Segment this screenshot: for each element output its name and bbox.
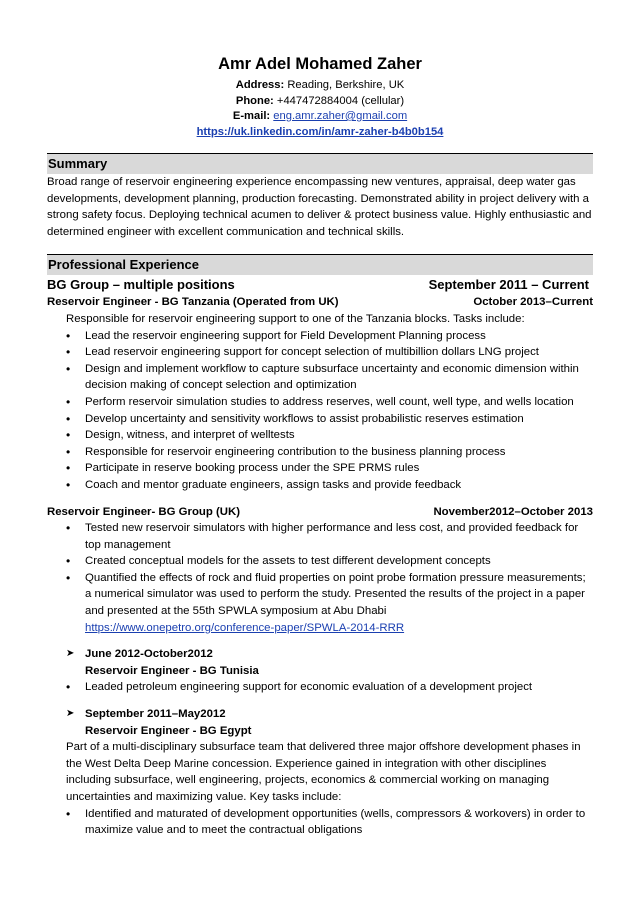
- email-line: [47, 109, 593, 125]
- role2-bullets: [47, 520, 593, 636]
- email-label: E-mail:: [232, 110, 271, 122]
- resume-page: [47, 52, 593, 839]
- list-item: • Design, witness, and interpret of welltests: [66, 427, 593, 444]
- list-item: • Perform reservoir simulation studies to address reserves, well count, well type, and wells location: [66, 394, 593, 411]
- role2-row: [47, 504, 593, 521]
- role3-dates: June 2012-October2012: [85, 648, 213, 661]
- list-item: • Leaded petroleum engineering support for economic evaluation of a development project: [66, 679, 593, 696]
- experience-heading: Professional Experience: [47, 254, 593, 275]
- role4-bullets: [47, 806, 593, 839]
- summary-text: Broad range of reservoir engineering experience encompassing new ventures, appraisal, deep water gas developments, development planning, production forecasting. Demonstrated ability in project delivery with a strong safety focus. Deploying technical acumen to deliver & protect business value. Highly enthusiastic and determined engineer with excellent communication and technical skills.: [47, 176, 592, 238]
- list-item-text: Quantified the effects of rock and fluid properties on point probe formation pressure measurements; a numerical simulator was used to perform the study. Presented the results of the project in a paper and presented at the 55th SPWLA symposium at Abu Dhabi: [85, 571, 586, 618]
- company-name: BG Group – multiple positions: [47, 277, 235, 293]
- list-item: [66, 570, 593, 636]
- role4-dates: September 2011–May2012: [85, 708, 226, 721]
- linkedin-line: [47, 125, 593, 141]
- phone-label: Phone:: [235, 94, 274, 107]
- linkedin-link[interactable]: https://uk.linkedin.com/in/amr-zaher-b4b0b154: [196, 125, 444, 138]
- role4-title: Reservoir Engineer - BG Egypt: [85, 724, 252, 737]
- role1-bullets: [47, 328, 593, 494]
- role4-dates-row: [47, 706, 593, 723]
- role1-intro: Responsible for reservoir engineering support to one of the Tanzania blocks. Tasks include:: [66, 312, 525, 325]
- list-item: • Tested new reservoir simulators with higher performance and less cost, and provided feedback for top management: [66, 520, 593, 553]
- company-dates: September 2011 – Current: [428, 277, 589, 293]
- list-item: • Develop uncertainty and sensitivity workflows to assist probabilistic reserves estimation: [66, 411, 593, 428]
- list-item: • Lead reservoir engineering support for concept selection of multibillion dollars LNG project: [66, 344, 593, 361]
- email-link[interactable]: eng.amr.zaher@gmail.com: [273, 110, 408, 122]
- role3-bullets: [47, 679, 593, 696]
- address-line: [47, 78, 593, 94]
- arrow-bullet-icon: ➤: [66, 708, 75, 720]
- list-item: • Design and implement workflow to capture subsurface uncertainty and economic dimension within decision making of concept selection and optimization: [66, 361, 593, 394]
- list-item: • Coach and mentor graduate engineers, assign tasks and provide feedback: [66, 477, 593, 494]
- role1-title: Reservoir Engineer - BG Tanzania (Operated from UK): [47, 296, 339, 309]
- list-item: • Responsible for reservoir engineering contribution to the business planning process: [66, 444, 593, 461]
- role2-dates: November2012–October 2013: [433, 505, 593, 518]
- role1-dates: October 2013–Current: [473, 296, 593, 309]
- candidate-name: Amr Adel Mohamed Zaher: [218, 55, 422, 73]
- phone-value: +447472884004 (cellular): [276, 94, 405, 107]
- arrow-bullet-icon: ➤: [66, 648, 75, 660]
- role4-intro: Part of a multi-disciplinary subsurface team that delivered three major offshore development phases in the West Delta Deep Marine concession. Experience gained in integration with other disciplines including subsurface, well engineering, projects, economics & commercial working on managing uncertainties and maximizing value. Key tasks include:: [66, 741, 581, 803]
- address-value: Reading, Berkshire, UK: [287, 79, 405, 91]
- list-item: • Created conceptual models for the assets to test different development concepts: [66, 553, 593, 570]
- company-row: [47, 275, 593, 294]
- address-label: Address:: [235, 79, 285, 91]
- role2-title: Reservoir Engineer- BG Group (UK): [47, 505, 241, 518]
- summary-heading: Summary: [47, 153, 593, 174]
- spwla-paper-link[interactable]: https://www.onepetro.org/conference-paper/SPWLA-2014-RRR: [85, 621, 405, 634]
- role3-title: Reservoir Engineer - BG Tunisia: [85, 664, 259, 677]
- list-item: • Lead the reservoir engineering support for Field Development Planning process: [66, 328, 593, 345]
- role3-dates-row: [47, 646, 593, 663]
- role1-row: [47, 294, 593, 311]
- phone-line: [47, 94, 593, 110]
- list-item: • Identified and maturated of development opportunities (wells, compressors & workovers) in order to maximize value and to meet the contractual obligations: [66, 806, 593, 839]
- list-item: • Participate in reserve booking process under the SPE PRMS rules: [66, 460, 593, 477]
